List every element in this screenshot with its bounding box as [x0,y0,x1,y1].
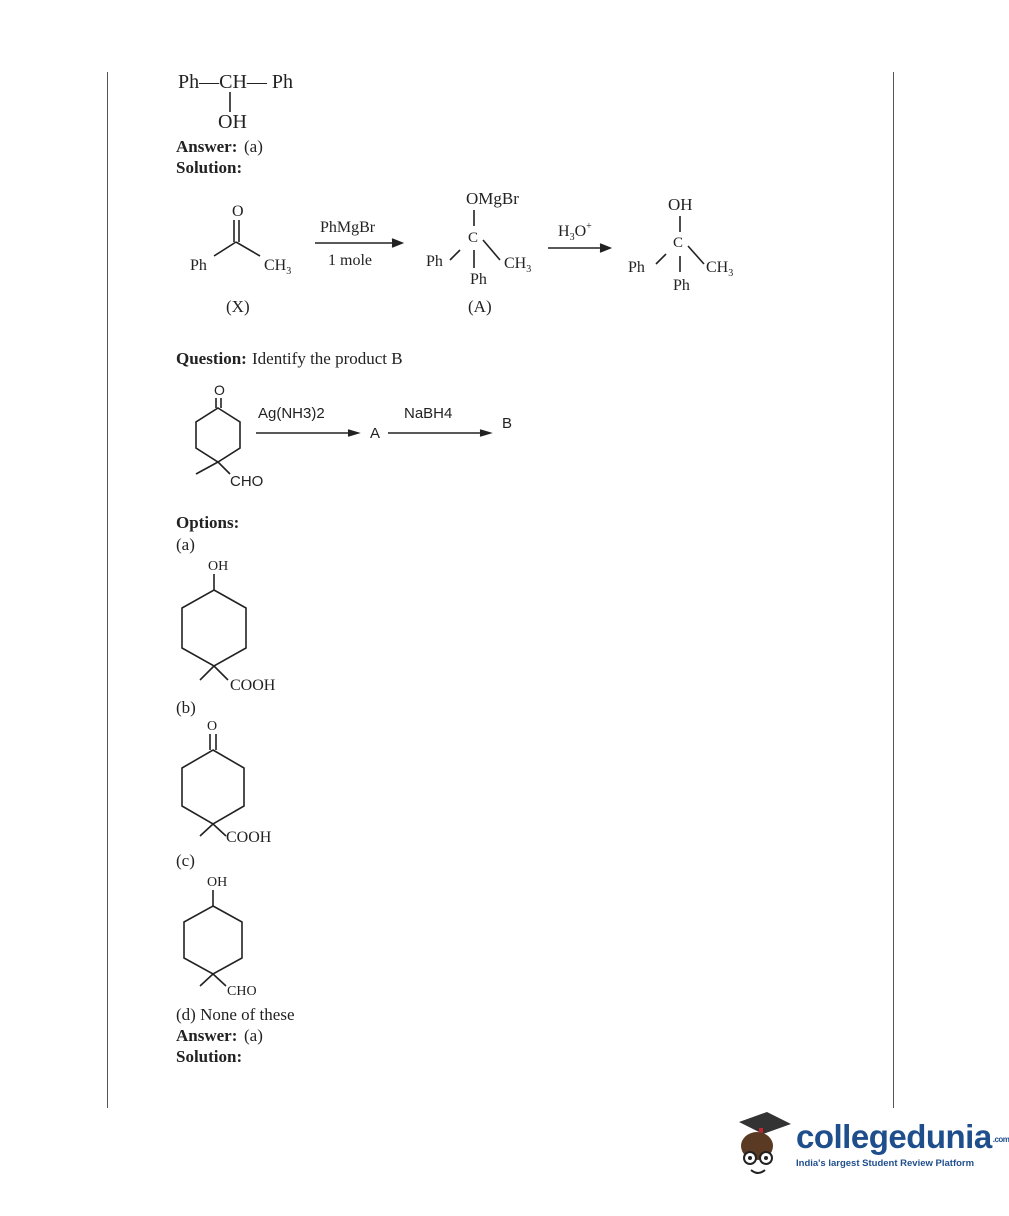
start-o: O [214,382,225,398]
solution-1-label: Solution: [176,158,243,177]
intermediate-ph-bottom: Ph [470,271,487,288]
option-a-bottom-group: COOH [230,677,276,694]
product-ph-left: Ph [628,259,645,276]
reagent-bottom: 1 mole [328,252,372,269]
answer-1-value: (a) [244,137,263,156]
product-ph-bottom: Ph [673,277,690,294]
product-b: B [502,415,513,432]
intermediate-ch3: $CH_3$ [504,255,532,275]
intermediate-label: (A) [468,297,492,316]
option-c-structure [170,870,300,1000]
answer-2-value: (a) [244,1026,263,1045]
reagent-top: PhMgBr [320,219,376,236]
right-margin-rule [893,72,894,1108]
reaction-1-scheme [170,180,750,330]
reagent-ag: Ag(NH3)2 [258,405,325,422]
top-structure-oh: OH [218,111,247,133]
option-c-top-group: OH [207,875,228,890]
option-a-structure [170,554,300,694]
product-ch3: $CH_3$ [706,259,734,279]
reagent-nabh4: NaBH4 [404,405,453,422]
intermediate-c: C [468,230,479,246]
reagent2: $H_3O^+$ [558,221,592,243]
option-d-label: (d) None of these [176,1005,295,1024]
answer-2-label: Answer: [176,1026,238,1045]
option-a-top-group: OH [208,559,229,574]
mascot-logo-icon [733,1108,795,1180]
product-c: C [673,235,684,251]
reaction-2-scheme [180,378,540,494]
intermediate-top: OMgBr [466,189,519,208]
question-text: Identify the product B [252,349,403,368]
left-margin-rule [107,72,108,1108]
reactant-ph: Ph [190,257,207,274]
intermediate-ph-left: Ph [426,253,443,270]
reactant-o: O [232,203,244,220]
reactant-ch3: $CH_3$ [264,257,292,277]
option-c-bottom-group: CHO [227,984,257,999]
solution-2-label: Solution: [176,1047,243,1066]
option-c-label: (c) [176,851,195,870]
option-a-label: (a) [176,535,195,554]
answer-1-label: Answer: [176,137,238,156]
top-structure-formula: Ph—CH— Ph [178,71,294,93]
option-b-label: (b) [176,698,196,717]
option-b-structure [170,714,300,854]
reactant-label: (X) [226,297,250,316]
option-b-bottom-group: COOH [226,829,272,846]
brand-name: collegedunia.com [796,1118,1009,1155]
brand-tagline: India's largest Student Review Platform [796,1158,975,1169]
option-b-top-group: O [207,719,218,734]
start-cho: CHO [230,473,264,490]
question-label: Question: [176,349,247,368]
options-label: Options: [176,513,240,532]
intermediate-a: A [370,425,381,442]
product-oh: OH [668,195,693,214]
